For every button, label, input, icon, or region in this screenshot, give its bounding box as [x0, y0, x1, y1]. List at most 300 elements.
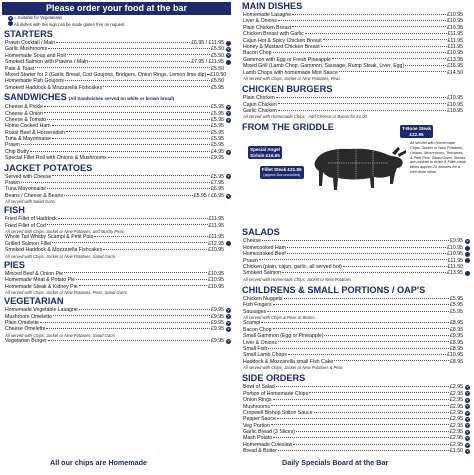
- menu-item-mark: [224, 47, 231, 52]
- menu-item-name: Fish Fingers: [243, 302, 272, 309]
- chips-footer: All our chips are Homemade: [50, 458, 148, 467]
- chicken-burgers-list: [243, 95, 470, 114]
- legend-gluten-free: [0, 21, 233, 28]
- dotted-leader: [405, 65, 446, 66]
- dotted-leader: [314, 412, 450, 413]
- menu-item-name: Fried Fillet of Cod: [5, 222, 46, 229]
- vegetarian-icon: V: [227, 117, 230, 122]
- main-dishes-note: All served with Chips, Jacket or New Potatoes, Peas: [243, 75, 341, 81]
- menu-item-name: Mixed Starter for 2 (Garlic Bread, Cod Goujons, Bridgers, Onion Rings, Lemon lime dip): [5, 71, 207, 78]
- menu-item-mark: [463, 271, 470, 276]
- section-heading-jacket-potatoes: [0, 163, 233, 174]
- dotted-leader: [47, 119, 210, 120]
- menu-item-mark: [463, 246, 470, 251]
- jacket-potatoes-note: All served with Salad Garni: [5, 199, 56, 205]
- vegetarian-list-extra: [5, 338, 231, 344]
- section-heading-vegetarian: [0, 296, 233, 307]
- special-sirloin-line1: Special Angel: [250, 147, 280, 153]
- dotted-leader: [278, 103, 446, 104]
- menu-item-price: £10.95: [447, 50, 463, 57]
- dotted-leader: [284, 298, 450, 299]
- menu-item-name: Lamb Chops with homemade Mint Sauce: [243, 69, 338, 76]
- menu-item-name: Garlic Chicken: [243, 107, 277, 114]
- menu-item-price: £8.95: [450, 339, 463, 346]
- fillet-steak-line2: (approx 8oz uncooked): [263, 172, 301, 177]
- dotted-leader: [273, 304, 449, 305]
- menu-item-mark: [224, 111, 231, 116]
- menu-item-price: £1.50: [450, 448, 463, 455]
- menu-item-price: £5.95: [211, 142, 224, 149]
- menu-item-mark: [224, 339, 231, 344]
- menu-item-price: £5.95: [211, 123, 224, 130]
- dotted-leader: [261, 322, 449, 323]
- menu-item-price: £11.95: [208, 222, 224, 229]
- order-banner: Please order your food at the bar: [2, 2, 231, 15]
- menu-item-price: £13.95: [447, 56, 463, 63]
- section-heading-side-orders: SIDE ORDERS: [242, 373, 306, 384]
- dotted-leader: [64, 272, 207, 273]
- menu-item-name: Chicken (plain, cajun, garlic, all served hot): [243, 264, 342, 271]
- menu-item-price: £2.95: [450, 397, 463, 404]
- menu-item-price: £9.95: [211, 155, 224, 162]
- vegetarian-icon: V: [227, 307, 230, 312]
- menu-item-price: £2.95: [450, 429, 463, 436]
- vegetarian-icon: V: [466, 391, 469, 396]
- vegetarian-icon: V: [227, 111, 230, 116]
- menu-item-name: Homemade Soup and Roll: [5, 52, 66, 59]
- menu-item-name: Pepper Sauce: [243, 416, 276, 423]
- dotted-leader: [21, 144, 210, 145]
- fish-note: All served with Chips, Jacket or New Potatoes, and Mushy Peas.: [5, 229, 126, 235]
- menu-item-name: Bowl of Salad: [243, 384, 275, 391]
- fish-list: [5, 216, 231, 229]
- menu-item-mark: [463, 258, 470, 263]
- menu-item-mark: [463, 252, 470, 257]
- menu-item-price: £5.95: [211, 104, 224, 111]
- dotted-leader: [292, 26, 446, 27]
- menu-item-name: Veg Portion: [243, 422, 270, 429]
- dotted-leader: [76, 279, 207, 280]
- menu-item-name: Smoked Salmon: [243, 270, 282, 277]
- vegetarian-icon: V: [466, 385, 469, 390]
- menu-item-price: £6.95: [211, 186, 224, 193]
- legend-vegetarian-text: = Suitable for Vegetarians: [14, 15, 63, 20]
- gluten-free-icon: [226, 241, 231, 246]
- menu-item-price: £9.95: [211, 313, 224, 320]
- dotted-leader: [66, 131, 210, 132]
- dotted-leader: [323, 39, 447, 40]
- menu-item-name: Roast Beef & Horseradish: [5, 129, 65, 136]
- menu-item-price: £8.95: [450, 326, 463, 333]
- menu-item-price: £16.95: [447, 63, 463, 70]
- menu-item-name: Homecooked Ham: [243, 244, 286, 251]
- menu-item-name: Liver & Onions: [243, 339, 278, 346]
- menu-item-price: £11.95: [447, 257, 463, 264]
- menu-item-price: £10.95: [447, 352, 463, 359]
- menu-item-name: Home Cooked Ham: [5, 123, 51, 130]
- menu-item-price: £5.50: [211, 52, 224, 59]
- menu-item-mark: [224, 327, 231, 332]
- menu-item-price: £7.95 / £11.95: [191, 59, 224, 66]
- menu-item-price: £4.95: [211, 148, 224, 155]
- vegetarian-icon: V: [466, 423, 469, 428]
- right-column: [238, 0, 472, 455]
- menu-item-mark: [463, 430, 470, 435]
- menu-item-price: £2.95: [450, 409, 463, 416]
- special-sirloin-line2: Sirloin £16.95: [250, 152, 280, 158]
- menu-item-price: £10.95: [447, 251, 463, 258]
- section-heading-childrens: CHILDRENS & SMALL PORTIONS / OAP'S: [242, 285, 426, 296]
- gluten-free-icon: [465, 246, 470, 251]
- dotted-leader: [343, 266, 447, 267]
- dotted-leader: [46, 328, 210, 329]
- vegetarian-icon: V: [466, 429, 469, 434]
- dotted-leader: [103, 249, 207, 250]
- vegetarian-icon: V: [466, 448, 469, 453]
- menu-item-mark: [224, 321, 231, 326]
- vegetarian-icon: V: [466, 397, 469, 402]
- menu-item-mark: [224, 150, 231, 155]
- menu-item-price: £10.95: [447, 244, 463, 251]
- menu-item-name: Garlic Bread (3 Slices): [243, 429, 295, 436]
- bull-illustration-icon: [298, 138, 408, 200]
- menu-item-price: £9.95: [450, 238, 463, 245]
- menu-item-name: Prawn Cocktail / Main: [5, 40, 56, 46]
- menu-item-price: £10.95: [447, 107, 463, 114]
- dotted-leader: [332, 58, 446, 59]
- menu-item-name: Fried Fillet of Haddock: [5, 216, 57, 223]
- menu-item-name: Chicken Breast with Garlic: [243, 31, 304, 38]
- gluten-free-icon: [226, 41, 231, 46]
- left-sections: [0, 29, 233, 344]
- dotted-leader: [53, 315, 210, 316]
- dotted-leader: [52, 175, 210, 176]
- section-heading-sandwiches: [0, 92, 233, 104]
- menu-item-name: Homecooked Beef: [243, 251, 286, 258]
- dotted-leader: [278, 20, 446, 21]
- menu-item-name: Served with Cheese: [5, 173, 52, 180]
- menu-item-price: £5.95: [211, 110, 224, 117]
- dotted-leader: [268, 348, 449, 349]
- menu-item-price: £10.95: [447, 24, 463, 31]
- menu-item-name: Garlic Mushrooms: [5, 46, 48, 53]
- menu-item-price: £5.95: [450, 296, 463, 303]
- menu-item-name: Small Lamb Chops: [243, 352, 287, 359]
- vegetarian-icon: V: [227, 314, 230, 319]
- dotted-leader: [40, 322, 210, 323]
- vegetarian-icon: V: [227, 53, 230, 58]
- menu-item-price: £9.95: [211, 319, 224, 326]
- menu-item-name: Small Gammon (Egg or Pineapple): [243, 333, 324, 340]
- menu-item-name: Homemade Coleslaw: [243, 441, 293, 448]
- gluten-free-icon: [465, 252, 470, 257]
- menu-item-name: Cropwell Bishop Stilton Sauce: [243, 409, 313, 416]
- menu-item-mark: [224, 174, 231, 179]
- menu-item-mark: [463, 443, 470, 448]
- dotted-leader: [288, 354, 446, 355]
- menu-item-mark: [224, 241, 231, 246]
- menu-item-name: Plain Chicken Breast: [243, 24, 292, 31]
- menu-item-price: £6.95 / £11.95: [191, 40, 224, 46]
- menu-item-price: £11.50: [447, 264, 463, 271]
- dotted-leader: [103, 86, 210, 87]
- menu-item-price: £12.95: [208, 240, 224, 247]
- dotted-leader: [64, 195, 193, 196]
- section-heading-fish: [0, 205, 233, 216]
- vegetarian-icon: V: [466, 442, 469, 447]
- menu-item-name: Liver & Onions: [243, 18, 278, 25]
- menu-item-price: £5.95: [211, 84, 224, 91]
- dotted-leader: [47, 224, 208, 225]
- vegetarian-icon: V: [227, 193, 230, 198]
- menu-item-name: Small Fish: [243, 345, 268, 352]
- menu-item-name: Grilled Salmon Fillet: [5, 240, 52, 247]
- menu-item-name: Chip Butty: [5, 148, 29, 155]
- dotted-leader: [273, 399, 449, 400]
- section-heading-griddle: FROM THE GRIDDLE: [242, 122, 334, 133]
- menu-item-mark: [463, 398, 470, 403]
- vegetarian-icon: V: [466, 410, 469, 415]
- menu-item-name: Plain Omelette: [5, 319, 40, 326]
- menu-item-price: £10.95: [447, 95, 463, 102]
- side-orders-list: [243, 384, 470, 454]
- dotted-leader: [58, 218, 208, 219]
- menu-item-mark: [463, 385, 470, 390]
- dotted-leader: [287, 253, 446, 254]
- menu-item-name: Cajun Hot & Spicy Chicken Breast: [243, 37, 322, 44]
- vegetarian-icon: V: [9, 16, 12, 20]
- section-title: FISH: [4, 205, 25, 216]
- menu-item-name: Prawn: [5, 180, 20, 187]
- starters-list: [5, 40, 231, 91]
- salads-list: [243, 238, 470, 276]
- dotted-leader: [273, 328, 449, 329]
- menu-item-price: £5.95 / £6.95: [193, 192, 224, 199]
- menu-item-name: Cheese & Tomato: [5, 116, 47, 123]
- menu-item-price: £2.95: [450, 441, 463, 448]
- dotted-leader: [324, 335, 449, 336]
- dotted-leader: [44, 106, 210, 107]
- menu-item-price: £13.95: [447, 270, 463, 277]
- chicken-burgers-note: All served with Homemade Chips - Add Cheese or Bacon for £1.00: [243, 114, 367, 120]
- dotted-leader: [108, 157, 210, 158]
- section-heading-chicken-burgers: CHICKEN BURGERS: [242, 84, 333, 95]
- dotted-leader: [273, 52, 447, 53]
- menu-item-name: Prawn: [5, 142, 20, 149]
- childrens-list: [243, 296, 470, 315]
- dotted-leader: [277, 418, 449, 419]
- menu-item-name: Plain Chicken: [243, 95, 275, 102]
- vegetarian-icon: V: [466, 416, 469, 421]
- griddle-section: [238, 122, 472, 226]
- menu-item-name: Mash Potato: [243, 435, 273, 442]
- dotted-leader: [52, 125, 210, 126]
- dotted-leader: [271, 405, 449, 406]
- vegetarian-list: [5, 307, 231, 333]
- griddle-side-note: All served with Homemade Chips, Jacket or New Potatoes, Onions, Mushrooms, Tomatoes & Petit Pois, Salad Garni. Steaks are cooked to order & Fillet steak takes approx 20 minutes for a well done steak: [410, 141, 466, 174]
- dotted-leader: [259, 259, 447, 260]
- menu-item-mark: [463, 423, 470, 428]
- dotted-leader: [52, 242, 207, 243]
- menu-item-price: £8.95: [450, 320, 463, 327]
- menu-item-mark: [224, 194, 231, 199]
- menu-item-name: Mixed Grill (Lamb Chop, Gammon, Sausage, Rump Steak, Liver, Egg): [243, 63, 405, 70]
- dotted-leader: [305, 33, 447, 34]
- menu-item-name: Onion Rings: [243, 397, 272, 404]
- menu-item-price: £5.95: [211, 173, 224, 180]
- dotted-leader: [271, 424, 449, 425]
- menu-item-name: Pate & Toast: [5, 65, 35, 72]
- menu-item-price: £2.95: [450, 390, 463, 397]
- dotted-leader: [35, 67, 210, 68]
- vegetarian-icon: V: [227, 149, 230, 154]
- menu-item-price: £5.95: [450, 308, 463, 315]
- menu-item-price: £10.95: [208, 270, 224, 277]
- dotted-leader: [94, 236, 207, 237]
- menu-item-mark: [463, 449, 470, 454]
- menu-item-price: £10.95: [447, 12, 463, 18]
- section-title: SANDWICHES: [4, 92, 67, 103]
- gluten-free-icon: [226, 60, 231, 65]
- menu-item-name: Mushroom Omelette: [5, 313, 52, 320]
- menu-item-mark: [224, 308, 231, 313]
- small-portions-list: [243, 320, 470, 365]
- jacket-potatoes-list: [5, 174, 231, 200]
- menu-item-name: Homemade Lasagne: [243, 12, 292, 18]
- menu-item-price: £10.95: [447, 18, 463, 25]
- menu-item-mark: [224, 53, 231, 58]
- menu-item-mark: [463, 411, 470, 416]
- dotted-leader: [267, 311, 449, 312]
- menu-item-price: £9.95: [450, 333, 463, 340]
- menu-item-name: Minced Beef & Onion Pie: [5, 270, 63, 277]
- menu-item-mark: [463, 391, 470, 396]
- tbone-steak-badge: [400, 125, 433, 138]
- salads-note: All served with Homemade Chips, Jacket or New Potatoes: [243, 276, 352, 282]
- menu-item-price: £10.50: [210, 71, 227, 78]
- dotted-leader: [262, 240, 449, 241]
- menu-item-price: £7.95: [211, 180, 224, 187]
- menu-item-name: Homemade Meat & Potato Pie: [5, 277, 76, 284]
- section-title: VEGETARIAN: [4, 296, 64, 307]
- menu-item-price: £2.95: [450, 384, 463, 391]
- menu-item-price: £5.95: [211, 136, 224, 143]
- left-column: [0, 0, 233, 344]
- menu-item-price: £10.95: [208, 283, 224, 290]
- menu-item-price: £5.50: [211, 65, 224, 72]
- menu-item-price: £8.95: [450, 358, 463, 365]
- dotted-leader: [79, 309, 210, 310]
- vegetarian-icon: V: [466, 404, 469, 409]
- menu-item-mark: [224, 105, 231, 110]
- menu-item-price: £9.95: [211, 337, 224, 344]
- fillet-steak-line1: Fillet Steak £21.95: [262, 167, 302, 173]
- section-heading-starters: [0, 29, 233, 40]
- menu-item-name: Cheese: [243, 238, 261, 245]
- menu-item-mark: [463, 239, 470, 244]
- menu-item-name: Cheese & Onion: [5, 110, 44, 117]
- dotted-leader: [278, 110, 446, 111]
- dotted-leader: [334, 360, 449, 361]
- menu-item: [5, 155, 231, 161]
- specials-footer: Daily Specials Board at the Bar: [282, 458, 389, 467]
- menu-item-price: £8.95: [450, 345, 463, 352]
- vegetarian-icon: V: [227, 320, 230, 325]
- menu-item-name: Haddock & Mozzarella small Fish Cake: [243, 358, 334, 365]
- dotted-leader: [30, 151, 210, 152]
- menu-item: [243, 448, 470, 454]
- pies-note: All served with Chips, Jacket or New Potatoes, Peas, Salad Garni: [5, 289, 127, 295]
- dotted-leader: [278, 450, 449, 451]
- menu-item-price: £2.95: [450, 435, 463, 442]
- menu-item-name: Homemade Steak & Kidney Pie: [5, 283, 78, 290]
- menu-item-name: Scampi: [243, 320, 261, 327]
- dotted-leader: [21, 182, 210, 183]
- menu-item-name: Vegetarian Burger: [5, 337, 47, 344]
- vegetarian-icon: V: [227, 174, 230, 179]
- menu-item-price: £10.95: [208, 277, 224, 284]
- menu-item: [5, 85, 231, 91]
- tbone-steak-line1: T-Bone Steak: [402, 126, 432, 132]
- menu-item-name: Cheese & Pickle: [5, 104, 44, 111]
- menu-item-mark: [224, 41, 231, 46]
- dotted-leader: [296, 431, 449, 432]
- menu-item-name: Honey & Mustard Chicken Breast: [243, 43, 320, 50]
- section-heading-pies: [0, 260, 233, 271]
- dotted-leader: [278, 341, 449, 342]
- menu-item-name: Homemade Fish Goujons: [5, 78, 64, 85]
- menu-item-name: Homemade Vegetable Lasagne: [5, 307, 78, 314]
- menu-item-price: £2.95: [450, 416, 463, 423]
- vegetarian-icon: V: [227, 104, 230, 109]
- menu-item-price: £5.95: [211, 116, 224, 123]
- small-portions-note: All served with Chips, Jacket or New Potatoes & Peas: [243, 365, 344, 371]
- menu-item-name: Gammon with Egg or Fresh Pineapple: [243, 56, 331, 63]
- vegetarian-icon: V: [466, 436, 469, 441]
- menu-item-name: Smoked Haddock & Mozzarella Fishcakes: [5, 84, 103, 91]
- dotted-leader: [44, 112, 210, 113]
- menu-item-name: Tuna & Mayonnaise: [5, 136, 51, 143]
- dotted-leader: [67, 54, 210, 55]
- dotted-leader: [89, 61, 190, 62]
- dotted-leader: [293, 444, 449, 445]
- menu-item-price: £11.95: [208, 234, 224, 241]
- menu-item-name: Sausages: [243, 308, 267, 315]
- menu-item-mark: [463, 436, 470, 441]
- vegetarian-icon: V: [227, 47, 230, 52]
- menu-item-name: Beans / Cheese & Beans: [5, 192, 63, 199]
- menu-item-price: £10.95: [208, 247, 224, 254]
- menu-item-name: Smoked Salmon with Prawns / Main: [5, 59, 89, 66]
- menu-item-price: £5.95: [211, 129, 224, 136]
- fish-list-extra: [5, 234, 231, 253]
- menu-item-price: £2.95: [450, 422, 463, 429]
- menu-item-name: Cheese Omelette: [5, 326, 46, 333]
- menu-item-name: Portion of Homemade Chips: [243, 390, 309, 397]
- menu-item-name: Bread & Butter: [243, 448, 278, 455]
- menu-item-name: Smoked Haddock & Mozzarella Fishcakes: [5, 247, 103, 254]
- gluten-free-icon: [465, 258, 470, 263]
- menu-item-mark: [463, 417, 470, 422]
- menu-item-price: £5.50: [211, 78, 224, 85]
- dotted-leader: [292, 14, 446, 15]
- dotted-leader: [276, 386, 449, 387]
- dotted-leader: [276, 97, 446, 98]
- vegetarian-icon: V: [227, 338, 230, 343]
- dotted-leader: [287, 247, 446, 248]
- main-dishes-list: [243, 12, 470, 76]
- dotted-leader: [48, 340, 210, 341]
